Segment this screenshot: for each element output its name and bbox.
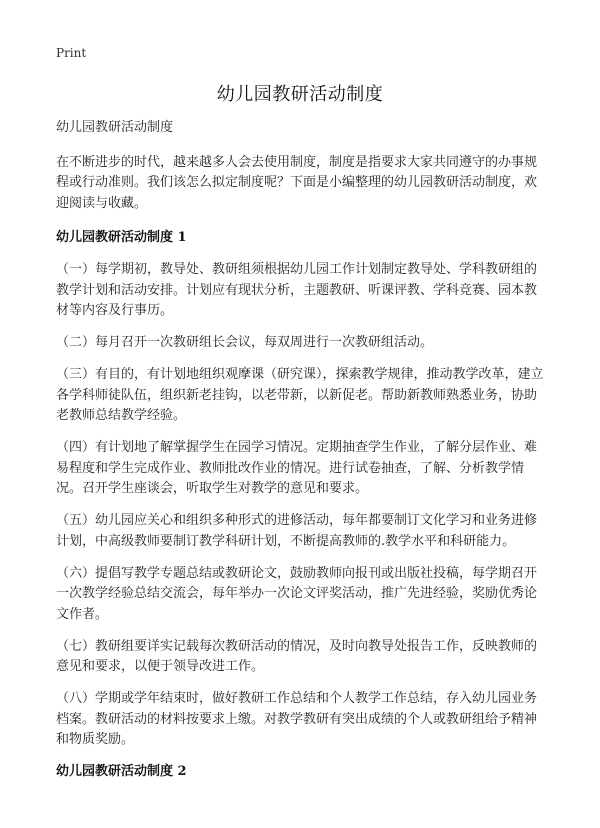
section-1-item-2: （二）每月召开一次教研组长会议，每双周进行一次教研组活动。 [56, 335, 434, 350]
section-1-item-7: （七）教研组要详实记载每次教研活动的情况，及时向教导处报告工作，反映教师的意见和要求，以便于领导改进工作。 [56, 638, 538, 674]
section-1-item-5: （五）幼儿园应关心和组织多种形式的进修活动，每年都要制订文化学习和业务进修计划，中高级教师要制订教学科研计划，不断提高教师的.教学水平和科研能力。 [56, 513, 538, 549]
document-subtitle: 幼儿园教研活动制度 [56, 120, 174, 135]
section-heading-1: 幼儿园教研活动制度 1 [56, 230, 187, 245]
section-1-item-4: （四）有计划地了解掌握学生在园学习情况。定期抽查学生作业，了解分层作业、难易程度和学生完成作业、教师批改作业的情况。进行试卷抽查，了解、分析教学情况。召开学生座谈会，听取学生对教学的意见和要求。 [56, 440, 538, 496]
print-link[interactable]: Print [56, 46, 87, 60]
section-1-item-6: （六）提倡写教学专题总结或教研论文，鼓励教师向报刊或出版社投稿，每学期召开一次教学经验总结交流会，每年举办一次论文评奖活动，推广先进经验，奖励优秀论文作者。 [56, 565, 538, 622]
section-1-item-3: （三）有目的，有计划地组织观摩课（研究课），探索教学规律，推动教学改革，建立各学科师徒队伍，组织新老挂钩，以老带新，以新促老。帮助新教师熟悉业务，协助老教师总结教学经验。 [56, 367, 544, 423]
section-heading-2: 幼儿园教研活动制度 2 [56, 764, 187, 779]
section-1-item-1: （一）每学期初，教导处、教研组须根据幼儿园工作计划制定教导处、学科教研组的教学计划和活动安排。计划应有现状分析，主题教研、听课评教、学科竞赛、园本教材等内容及行事历。 [56, 262, 538, 318]
section-1-item-8: （八）学期或学年结束时，做好教研工作总结和个人教学工作总结，存入幼儿园业务档案。教研活动的材料按要求上缴。对教学教研有突出成绩的个人或教研组给予精神和物质奖励。 [56, 691, 538, 747]
document-body [56, 118, 546, 794]
intro-paragraph: 在不断进步的时代，越来越多人会去使用制度，制度是指要求大家共同遵守的办事规程或行动准则。我们该怎么拟定制度呢？下面是小编整理的幼儿园教研活动制度，欢迎阅读与收藏。 [56, 154, 538, 211]
page-title: 幼儿园教研活动制度 [216, 84, 384, 105]
